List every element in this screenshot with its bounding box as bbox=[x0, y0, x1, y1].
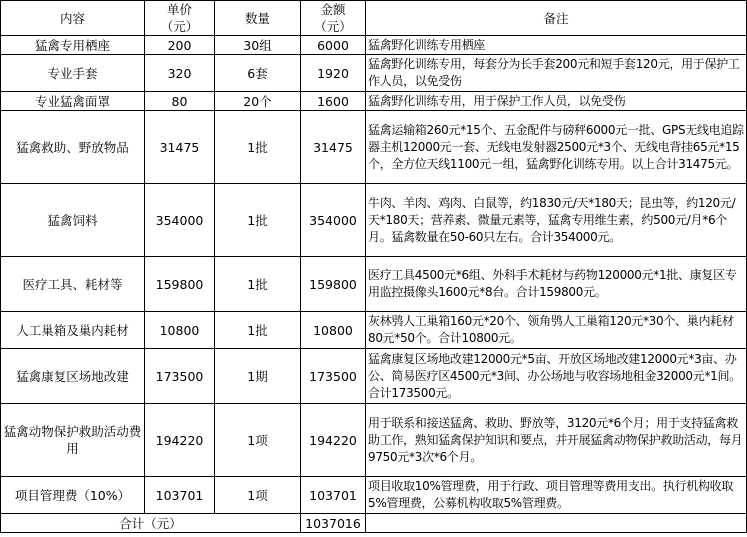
row-quantity: 1批 bbox=[215, 111, 301, 184]
total-notes-empty bbox=[366, 514, 747, 533]
header-notes: 备注 bbox=[366, 1, 747, 36]
table-row bbox=[1, 404, 747, 477]
row-notes: 猛禽运输箱260元*15个、五金配件与磅秤6000元一批、GPS无线电追踪器主机12000元一套、无线电发射器2500元*3个、无线电背挂65元*15个，全方位天线1100元一组，猛禽野化训练专用。以上合计31475元。 bbox=[366, 111, 747, 184]
header-quantity: 数量 bbox=[215, 1, 301, 36]
row-amount: 6000 bbox=[301, 36, 366, 55]
header-amount: 金额 （元） bbox=[301, 1, 366, 36]
row-amount: 31475 bbox=[301, 111, 366, 184]
table-row bbox=[1, 184, 747, 257]
row-unit-price: 80 bbox=[145, 92, 215, 111]
row-amount: 10800 bbox=[301, 312, 366, 349]
row-quantity: 30组 bbox=[215, 36, 301, 55]
table-row bbox=[1, 477, 747, 514]
row-item: 项目管理费（10%） bbox=[1, 477, 145, 514]
row-amount: 173500 bbox=[301, 349, 366, 404]
header-row bbox=[1, 1, 747, 36]
row-notes: 医疗工具4500元*6组、外科手术耗材与药物120000元*1批、康复区专用监控摄像头1600元*8台。合计159800元。 bbox=[366, 257, 747, 312]
row-quantity: 1期 bbox=[215, 349, 301, 404]
table-row bbox=[1, 111, 747, 184]
row-amount: 1600 bbox=[301, 92, 366, 111]
row-notes: 牛肉、羊肉、鸡肉、白鼠等，约1830元/天*180天；昆虫等，约120元/天*180天；营养素、微量元素等，猛禽专用维生素，约500元/月*6个月。猛禽数量在50-60只左右。合计354000元。 bbox=[366, 184, 747, 257]
row-unit-price: 103701 bbox=[145, 477, 215, 514]
row-notes: 猛禽野化训练专用，每套分为长手套200元和短手套120元，用于保护工作人员，以免受伤 bbox=[366, 55, 747, 92]
row-unit-price: 194220 bbox=[145, 404, 215, 477]
row-notes: 用于联系和接送猛禽、救助、野放等，3120元*6个月；用于支持猛禽救助工作，熟知猛禽保护知识和要点，并开展猛禽动物保护救助活动，每月9750元*3次*6个月。 bbox=[366, 404, 747, 477]
table-row bbox=[1, 312, 747, 349]
row-item: 专业猛禽面罩 bbox=[1, 92, 145, 111]
row-notes: 猛禽康复区场地改建12000元*5亩、开放区场地改建12000元*3亩、办公、简易医疗区4500元*3间、办公场地与收容场地租金32000元*1间。合计173500元。 bbox=[366, 349, 747, 404]
row-item: 医疗工具、耗材等 bbox=[1, 257, 145, 312]
table-row bbox=[1, 257, 747, 312]
total-row bbox=[1, 514, 747, 533]
row-amount: 194220 bbox=[301, 404, 366, 477]
row-notes: 猛禽野化训练专用，用于保护工作人员，以免受伤 bbox=[366, 92, 747, 111]
row-item: 专业手套 bbox=[1, 55, 145, 92]
row-item: 猛禽动物保护救助活动费用 bbox=[1, 404, 145, 477]
row-quantity: 20个 bbox=[215, 92, 301, 111]
table-row bbox=[1, 36, 747, 55]
row-item: 猛禽康复区场地改建 bbox=[1, 349, 145, 404]
row-unit-price: 173500 bbox=[145, 349, 215, 404]
row-amount: 103701 bbox=[301, 477, 366, 514]
row-unit-price: 159800 bbox=[145, 257, 215, 312]
row-item: 猛禽饲料 bbox=[1, 184, 145, 257]
total-label: 合计（元） bbox=[1, 514, 301, 533]
table-row bbox=[1, 92, 747, 111]
header-content: 内容 bbox=[1, 1, 145, 36]
row-unit-price: 10800 bbox=[145, 312, 215, 349]
row-unit-price: 320 bbox=[145, 55, 215, 92]
row-notes: 项目收取10%管理费，用于行政、项目管理等费用支出。执行机构收取5%管理费，公募机构收取5%管理费。 bbox=[366, 477, 747, 514]
row-unit-price: 31475 bbox=[145, 111, 215, 184]
row-quantity: 1批 bbox=[215, 257, 301, 312]
row-unit-price: 354000 bbox=[145, 184, 215, 257]
row-quantity: 6套 bbox=[215, 55, 301, 92]
row-quantity: 1批 bbox=[215, 312, 301, 349]
row-quantity: 1批 bbox=[215, 184, 301, 257]
row-amount: 354000 bbox=[301, 184, 366, 257]
row-quantity: 1项 bbox=[215, 477, 301, 514]
total-amount: 1037016 bbox=[301, 514, 366, 533]
row-item: 人工巢箱及巢内耗材 bbox=[1, 312, 145, 349]
row-notes: 灰林鸮人工巢箱160元*20个、领角鸮人工巢箱120元*30个、巢内耗材80元*50个。合计10800元。 bbox=[366, 312, 747, 349]
row-unit-price: 200 bbox=[145, 36, 215, 55]
row-notes: 猛禽野化训练专用栖座 bbox=[366, 36, 747, 55]
row-amount: 1920 bbox=[301, 55, 366, 92]
row-item: 猛禽专用栖座 bbox=[1, 36, 145, 55]
row-item: 猛禽救助、野放物品 bbox=[1, 111, 145, 184]
row-quantity: 1项 bbox=[215, 404, 301, 477]
header-unit-price: 单价 （元） bbox=[145, 1, 215, 36]
table-row bbox=[1, 349, 747, 404]
table-row bbox=[1, 55, 747, 92]
row-amount: 159800 bbox=[301, 257, 366, 312]
